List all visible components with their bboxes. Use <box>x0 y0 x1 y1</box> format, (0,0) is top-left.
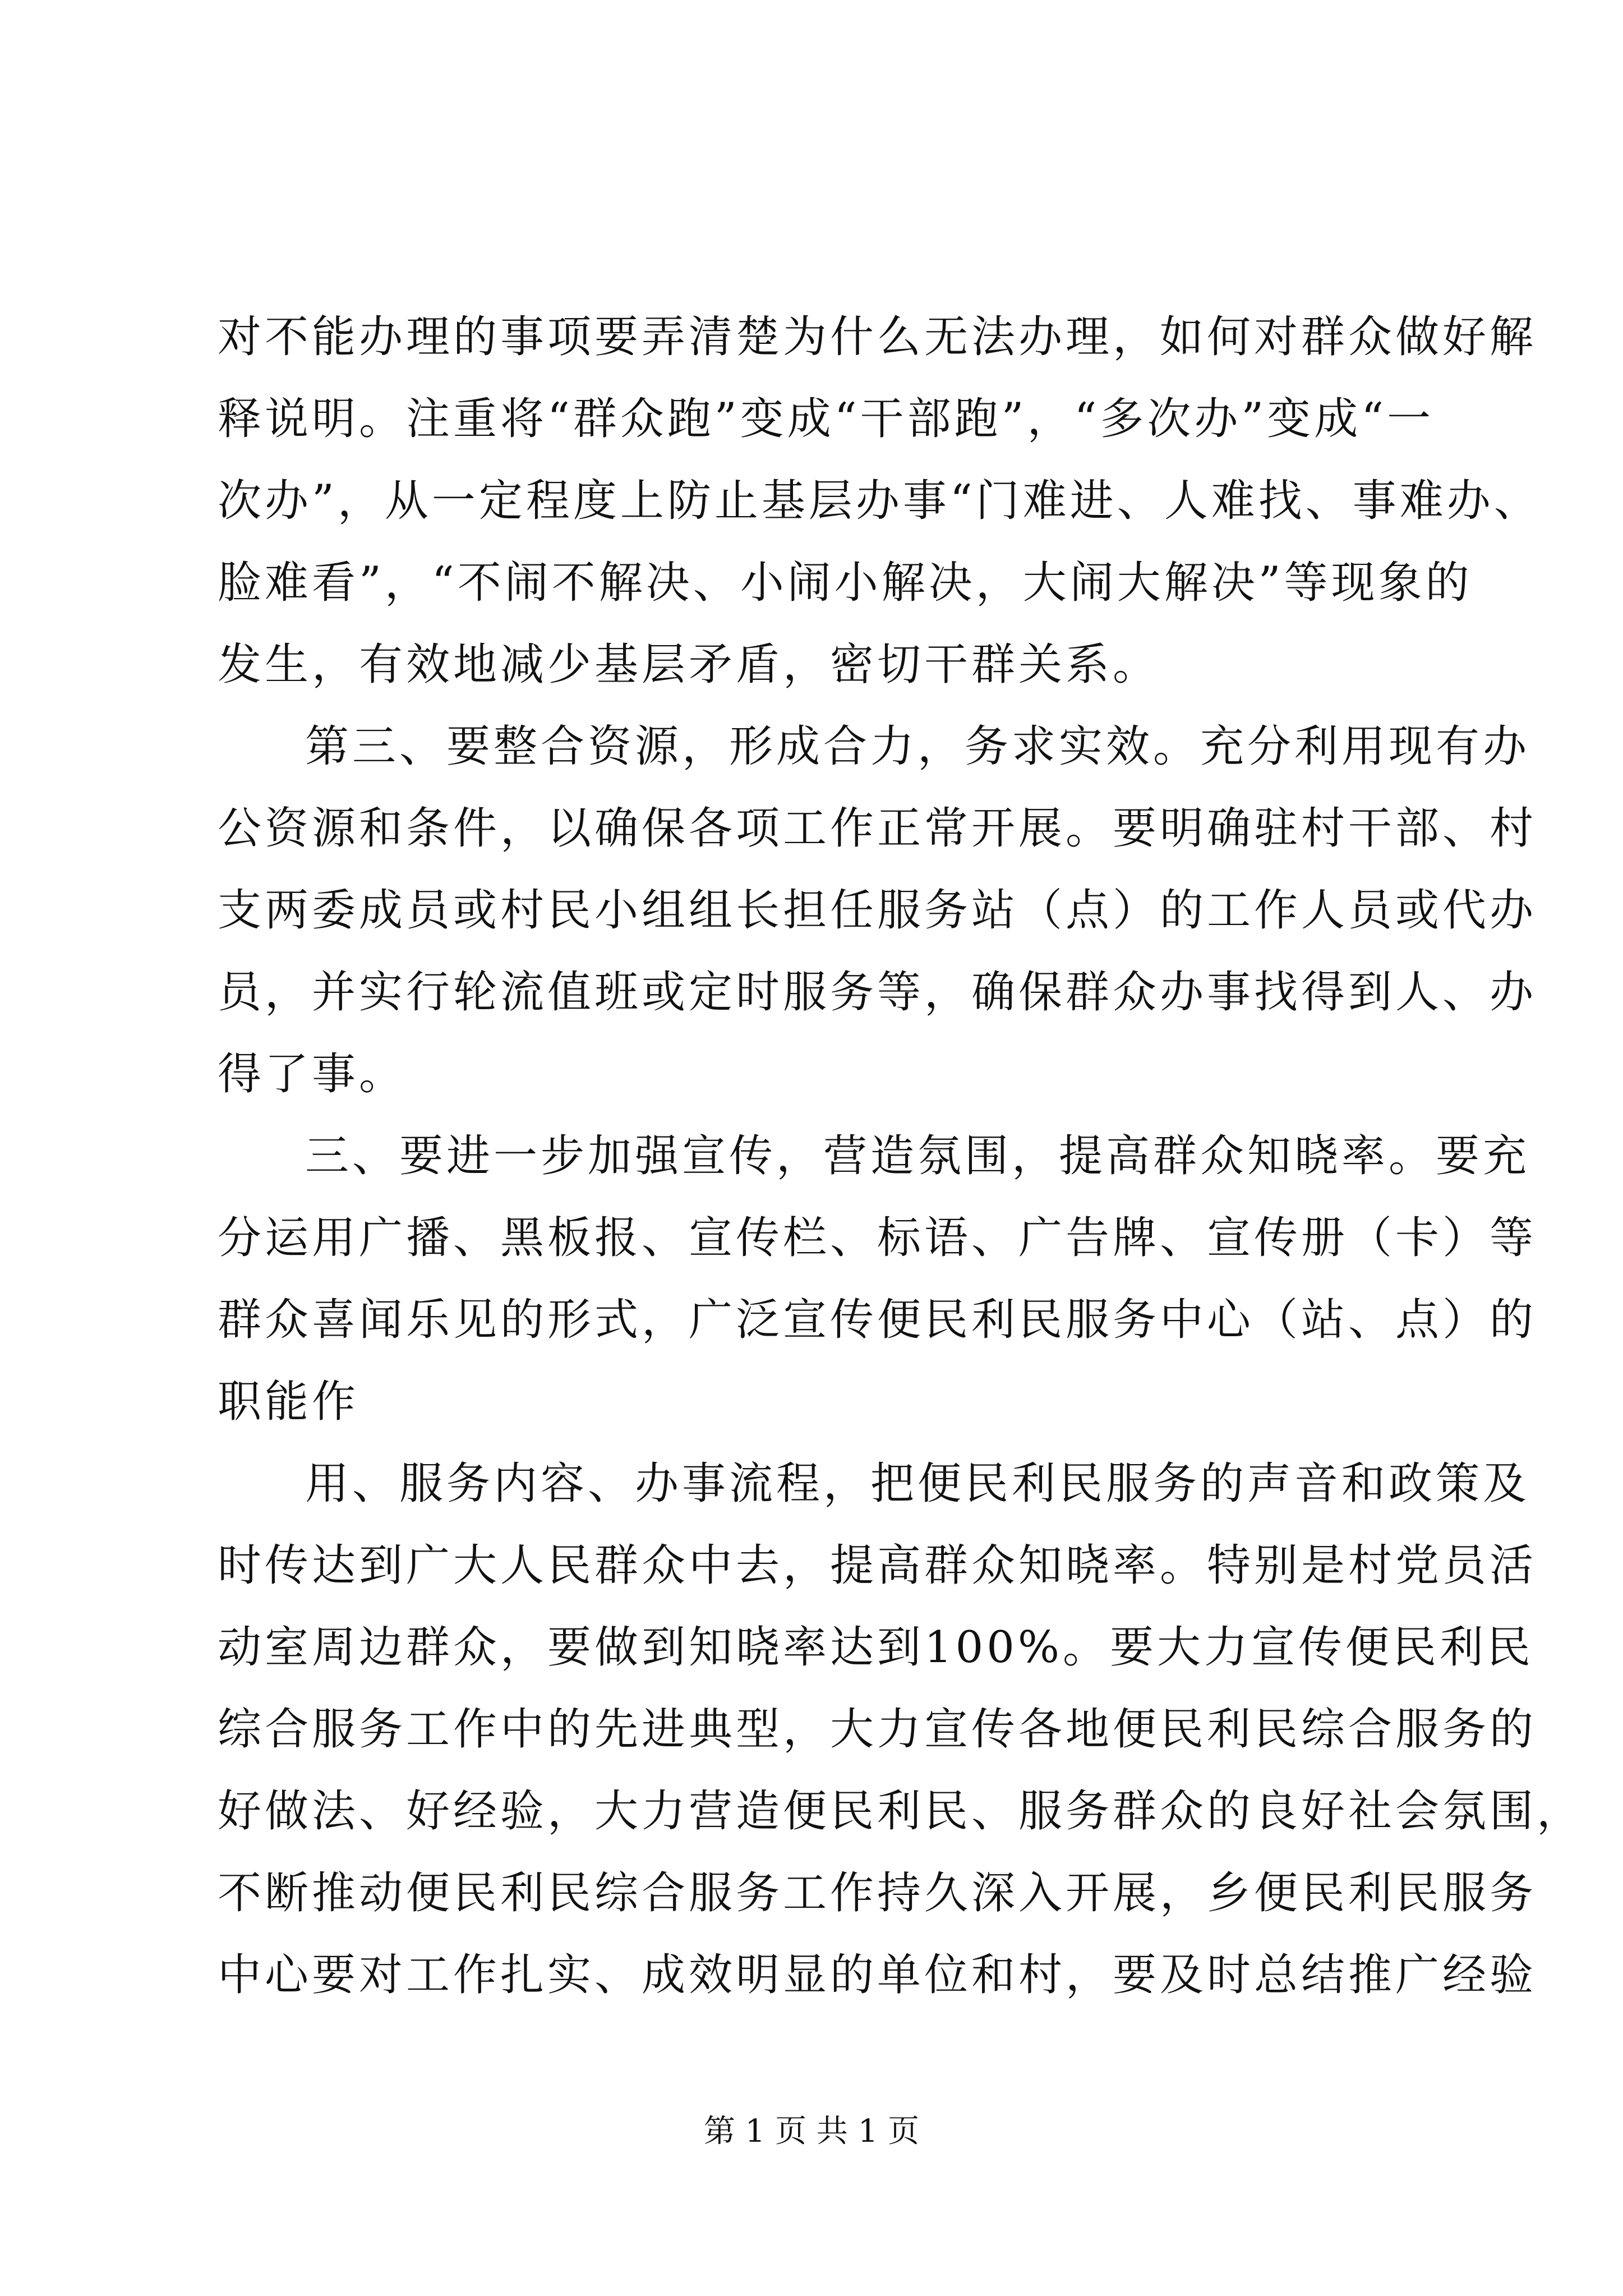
text-line: 第三、要整合资源，形成合力，务求实效。充分利用现有办 <box>305 721 1530 772</box>
text-line: 用、服务内容、办事流程，把便民利民服务的声音和政策及 <box>305 1458 1530 1509</box>
text-line: 次办”，从一定程度上防止基层办事“门难进、人难找、事难办、 <box>218 476 1541 526</box>
text-line: 支两委成员或村民小组组长担任服务站（点）的工作人员或代办 <box>218 885 1537 936</box>
text-line: 释说明。注重将“群众跑”变成“干部跑”，“多次办”变成“一 <box>218 394 1435 444</box>
text-line: 动室周边群众，要做到知晓率达到100%。要大力宣传便民利民 <box>218 1622 1534 1673</box>
text-line: 三、要进一步加强宣传，营造氛围，提高群众知晓率。要充 <box>305 1131 1530 1181</box>
text-line: 时传达到广大人民群众中去，提高群众知晓率。特别是村党员活 <box>218 1540 1537 1591</box>
text-line: 得了事。 <box>218 1049 407 1099</box>
page-number-footer: 第 1 页 共 1 页 <box>703 2113 920 2150</box>
text-line: 脸难看”，“不闹不解决、小闹小解决，大闹大解决”等现象的 <box>218 558 1473 608</box>
text-line: 对不能办理的事项要弄清楚为什么无法办理，如何对群众做好解 <box>218 312 1537 362</box>
text-line: 职能作 <box>218 1377 359 1427</box>
text-line: 发生，有效地减少基层矛盾，密切干群关系。 <box>218 639 1160 690</box>
text-line: 分运用广播、黑板报、宣传栏、标语、广告牌、宣传册（卡）等 <box>218 1213 1537 1263</box>
text-line: 好做法、好经验，大力营造便民利民、服务群众的良好社会氛围， <box>218 1786 1584 1837</box>
text-line: 综合服务工作中的先进典型，大力宣传各地便民利民综合服务的 <box>218 1704 1537 1755</box>
text-line: 中心要对工作扎实、成效明显的单位和村，要及时总结推广经验 <box>218 1950 1537 2000</box>
text-line: 群众喜闻乐见的形式，广泛宣传便民利民服务中心（站、点）的 <box>218 1295 1537 1345</box>
text-line: 不断推动便民利民综合服务工作持久深入开展，乡便民利民服务 <box>218 1868 1537 1918</box>
text-line: 员，并实行轮流值班或定时服务等，确保群众办事找得到人、办 <box>218 967 1537 1018</box>
text-line: 公资源和条件，以确保各项工作正常开展。要明确驻村干部、村 <box>218 803 1537 854</box>
document-body <box>218 296 1584 2016</box>
